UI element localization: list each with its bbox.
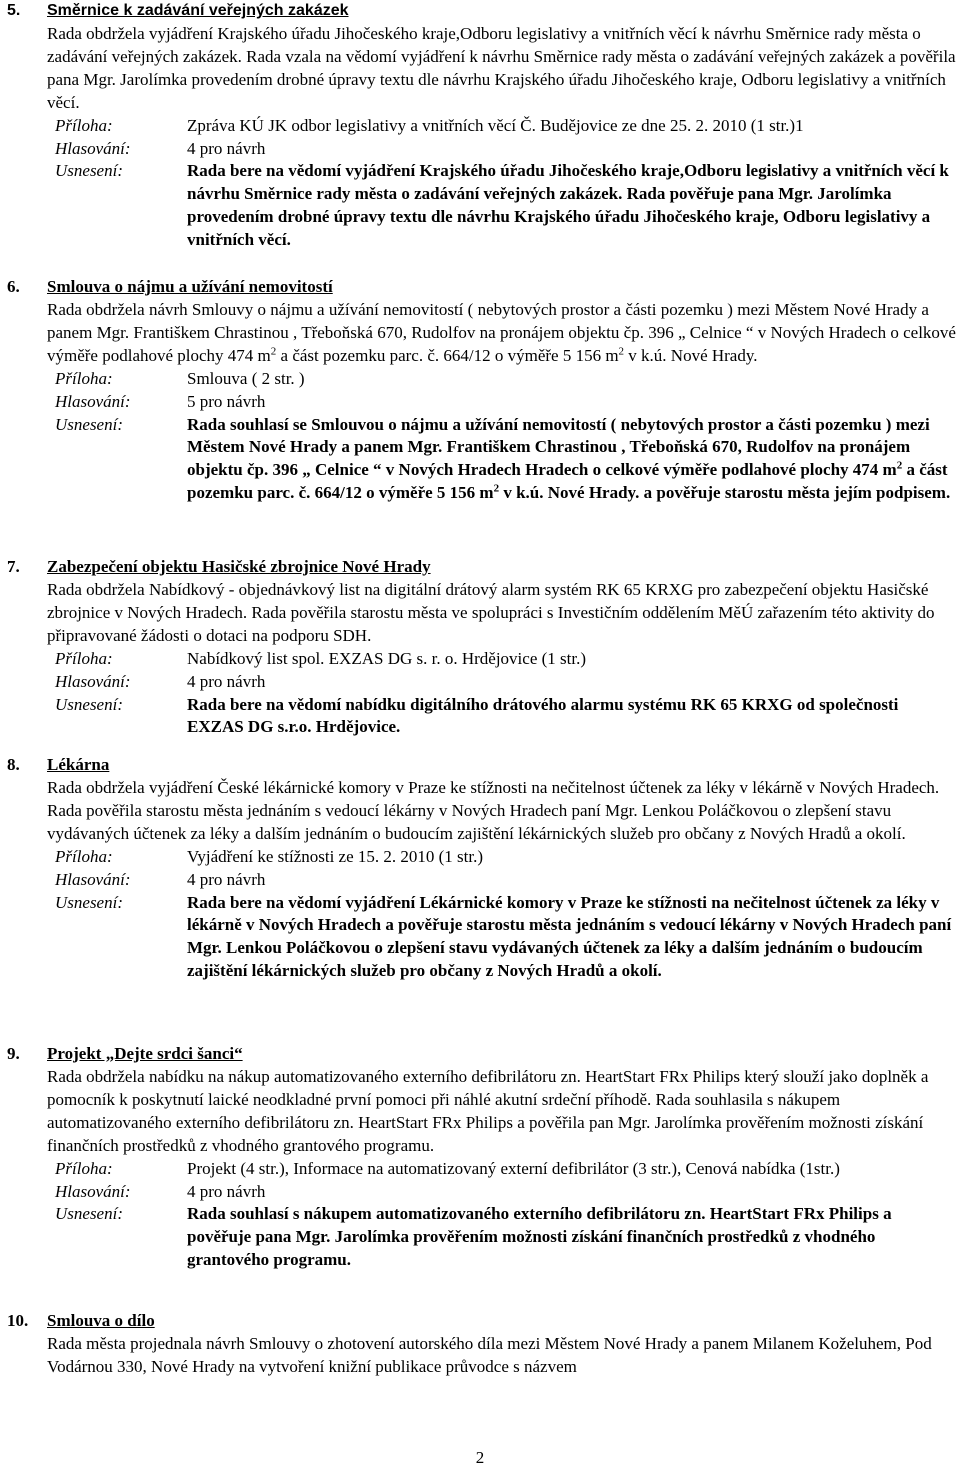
resolution-part: a část pozemku parc. č. 664/12 o výměře 5 156 m xyxy=(187,460,948,503)
section-title: Smlouva o dílo xyxy=(47,1311,155,1330)
resolution-part: Rada souhlasí se Smlouvou o nájmu a užívání nemovitostí ( nebytových prostor a části pozemku ) mezi Městem Nové Hrady a panem Mgr. Františkem Chrastinou , Třeboňská 670, Rudolfov na pronájem objektu čp. 396 „ Celnice “ v Nových Hradech Hradech o celkové výměře podlahové plochy 474 m xyxy=(187,414,930,480)
vote-value: 4 pro návrh xyxy=(187,138,266,158)
attachment-row xyxy=(47,648,957,671)
resolution-label: Usnesení: xyxy=(55,892,123,912)
body-part: Rada obdržela návrh Smlouvy o nájmu a užívání nemovitostí ( nebytových prostor a části pozemku ) mezi Městem Nové Hrady a panem Mgr. Františkem Chrastinou , Třeboňská 670, Rudolfov na pronájem objektu čp. 396 „ Celnice “ v Nových Hradech o celkové výměře podlahové plochy 474 m xyxy=(47,300,956,365)
section-8 xyxy=(0,754,960,983)
section-number: 5. xyxy=(7,2,21,19)
vote-row xyxy=(47,671,957,694)
section-title: Směrnice k zadávání veřejných zakázek xyxy=(47,2,349,19)
vote-label: Hlasování: xyxy=(55,138,131,158)
body-part: a část pozemku parc. č. 664/12 o výměře 5 156 m xyxy=(276,345,619,365)
section-number: 10. xyxy=(7,1311,29,1330)
section-body: Rada města projednala návrh Smlouvy o zhotovení autorského díla mezi Městem Nové Hrady a panem Milanem Koželuhem, Pod Vodárnou 330, Nové Hrady na vytvoření knižní publikace průvodce s názvem xyxy=(47,1334,932,1376)
attachment-row xyxy=(47,846,957,869)
vote-label: Hlasování: xyxy=(55,1181,131,1201)
vote-row xyxy=(47,391,957,414)
attachment-value: Nabídkový list spol. EXZAS DG s. r. o. Hrdějovice (1 str.) xyxy=(187,648,586,668)
attachment-value: Smlouva ( 2 str. ) xyxy=(187,368,305,388)
resolution-text: Rada souhlasí s nákupem automatizovaného externího defibrilátoru zn. HeartStart FRx Philips a pověřuje pana Mgr. Jarolímka prověřením možnosti získání finančních prostředků z vhodného grantového programu. xyxy=(187,1204,892,1270)
body-part: v k.ú. Nové Hrady. xyxy=(624,345,758,365)
section-7 xyxy=(0,556,960,739)
attachment-label: Příloha: xyxy=(55,846,113,866)
resolution-label: Usnesení: xyxy=(55,694,123,714)
superscript: 2 xyxy=(618,345,625,358)
resolution-label: Usnesení: xyxy=(55,161,123,181)
resolution-row xyxy=(47,414,957,506)
section-title: Smlouva o nájmu a užívání nemovitostí xyxy=(47,277,333,296)
superscript: 2 xyxy=(493,482,500,495)
attachment-label: Příloha: xyxy=(55,648,113,668)
resolution-text: Rada bere na vědomí nabídku digitálního drátového alarmu systému RK 65 KRXG od společnosti EXZAS DG s.r.o. Hrdějovice. xyxy=(187,694,899,737)
resolution-row xyxy=(47,1203,957,1272)
attachment-row xyxy=(47,115,957,138)
resolution-text: Rada bere na vědomí vyjádření Lékárnické komory v Praze ke stížnosti na nečitelnost účtenek za léky v lékárně v Nových Hradech a pověřuje starostu města jednáním s vedoucí lékárny v Nových Hradech paní Mgr. Lenkou Poláčkovou o zlepšení stavu vydávaných účtenek za léky a dalším jednáním o budoucím zajištění lékárnických služeb pro občany z Nových Hradů a okolí. xyxy=(187,892,952,981)
section-body xyxy=(47,299,957,368)
section-title: Zabezpečení objektu Hasičské zbrojnice Nové Hrady xyxy=(47,557,431,576)
section-number: 6. xyxy=(7,277,20,296)
superscript: 2 xyxy=(896,459,903,472)
attachment-row xyxy=(47,368,957,391)
section-number: 7. xyxy=(7,557,20,576)
section-number: 9. xyxy=(7,1044,20,1063)
vote-value: 4 pro návrh xyxy=(187,1181,266,1201)
section-5 xyxy=(0,0,960,252)
attachment-label: Příloha: xyxy=(55,115,113,135)
section-body: Rada obdržela Nabídkový - objednávkový list na digitální drátový alarm systém RK 65 KRXG pro zabezpečení objektu Hasičské zbrojnice v Nových Hradech. Rada pověřila starostu města ve spolupráci s Investičním oddělením MěÚ zařazením této aktivity do připravované žádosti o dotaci na podporu SDH. xyxy=(47,580,935,645)
resolution-row xyxy=(47,160,957,252)
vote-row xyxy=(47,1181,957,1204)
vote-value: 4 pro návrh xyxy=(187,869,266,889)
attachment-row xyxy=(47,1158,957,1181)
resolution-text xyxy=(187,414,957,506)
attachment-label: Příloha: xyxy=(55,1158,113,1178)
resolution-row xyxy=(47,892,957,984)
vote-value: 5 pro návrh xyxy=(187,391,266,411)
section-title: Lékárna xyxy=(47,755,110,774)
section-6 xyxy=(0,276,960,505)
section-number: 8. xyxy=(7,755,20,774)
vote-label: Hlasování: xyxy=(55,671,131,691)
resolution-label: Usnesení: xyxy=(55,414,123,434)
page-number: 2 xyxy=(475,1448,485,1467)
section-body: Rada obdržela vyjádření Krajského úřadu Jihočeského kraje,Odboru legislativy a vnitřních věcí k návrhu Směrnice rady města o zadávání veřejných zakázek. Rada vzala na vědomí vyjádření k návrhu Směrnice rady města o zadávání veřejných zakázek a pověřila pana Mgr. Jarolímka provedením drobné úpravy textu dle návrhu Krajského úřadu Jihočeského kraje, Odboru legislativy a vnitřních věcí. xyxy=(47,24,956,112)
superscript: 2 xyxy=(270,345,277,358)
vote-value: 4 pro návrh xyxy=(187,671,266,691)
resolution-label: Usnesení: xyxy=(55,1204,123,1224)
resolution-part: v k.ú. Nové Hrady. a pověřuje starostu města jejím podpisem. xyxy=(499,483,951,503)
section-9 xyxy=(0,1043,960,1272)
section-body: Rada obdržela nabídku na nákup automatizovaného externího defibrilátoru zn. HeartStart FRx Philips který slouží jako doplněk a pomocník k poskytnutí laické neodkladné první pomoci při náhlé akutní srdeční příhodě. Rada souhlasila s nákupem automatizovaného externího defibrilátoru zn. HeartStart FRx Philips a pověřila pan Mgr. Jarolímka prověřením možnosti získání finančních prostředků z vhodného grantového programu. xyxy=(47,1067,929,1155)
vote-label: Hlasování: xyxy=(55,869,131,889)
attachment-value: Vyjádření ke stížnosti ze 15. 2. 2010 (1 str.) xyxy=(187,846,484,866)
vote-label: Hlasování: xyxy=(55,391,131,411)
section-body: Rada obdržela vyjádření České lékárnické komory v Praze ke stížnosti na nečitelnost účtenek za léky v lékárně v Nových Hradech. Rada pověřila starostu města jednáním s vedoucí lékárny v Nových Hradech paní Mgr. Lenkou Poláčkovou o zlepšení stavu vydávaných účtenek za léky a dalším jednáním o budoucím zajištění lékárnických služeb pro občany z Nových Hradů a okolí. xyxy=(47,778,940,843)
vote-row xyxy=(47,138,957,161)
resolution-text: Rada bere na vědomí vyjádření Krajského úřadu Jihočeského kraje,Odboru legislativy a vnitřních věcí k návrhu Směrnice rady města o zadávání veřejných zakázek. Rada pověřuje pana Mgr. Jarolímka provedením drobné úpravy textu dle návrhu Krajského úřadu Jihočeského kraje, Odboru legislativy a vnitřních věcí. xyxy=(187,161,949,250)
vote-row xyxy=(47,869,957,892)
attachment-label: Příloha: xyxy=(55,368,113,388)
resolution-row xyxy=(47,694,957,740)
attachment-value: Zpráva KÚ JK odbor legislativy a vnitřních věcí Č. Budějovice ze dne 25. 2. 2010 (1 str.)1 xyxy=(187,115,804,135)
section-title: Projekt „Dejte srdci šanci“ xyxy=(47,1044,243,1063)
attachment-value: Projekt (4 str.), Informace na automatizovaný externí defibrilátor (3 str.), Cenová nabídka (1str.) xyxy=(187,1158,840,1178)
section-10 xyxy=(0,1310,960,1379)
